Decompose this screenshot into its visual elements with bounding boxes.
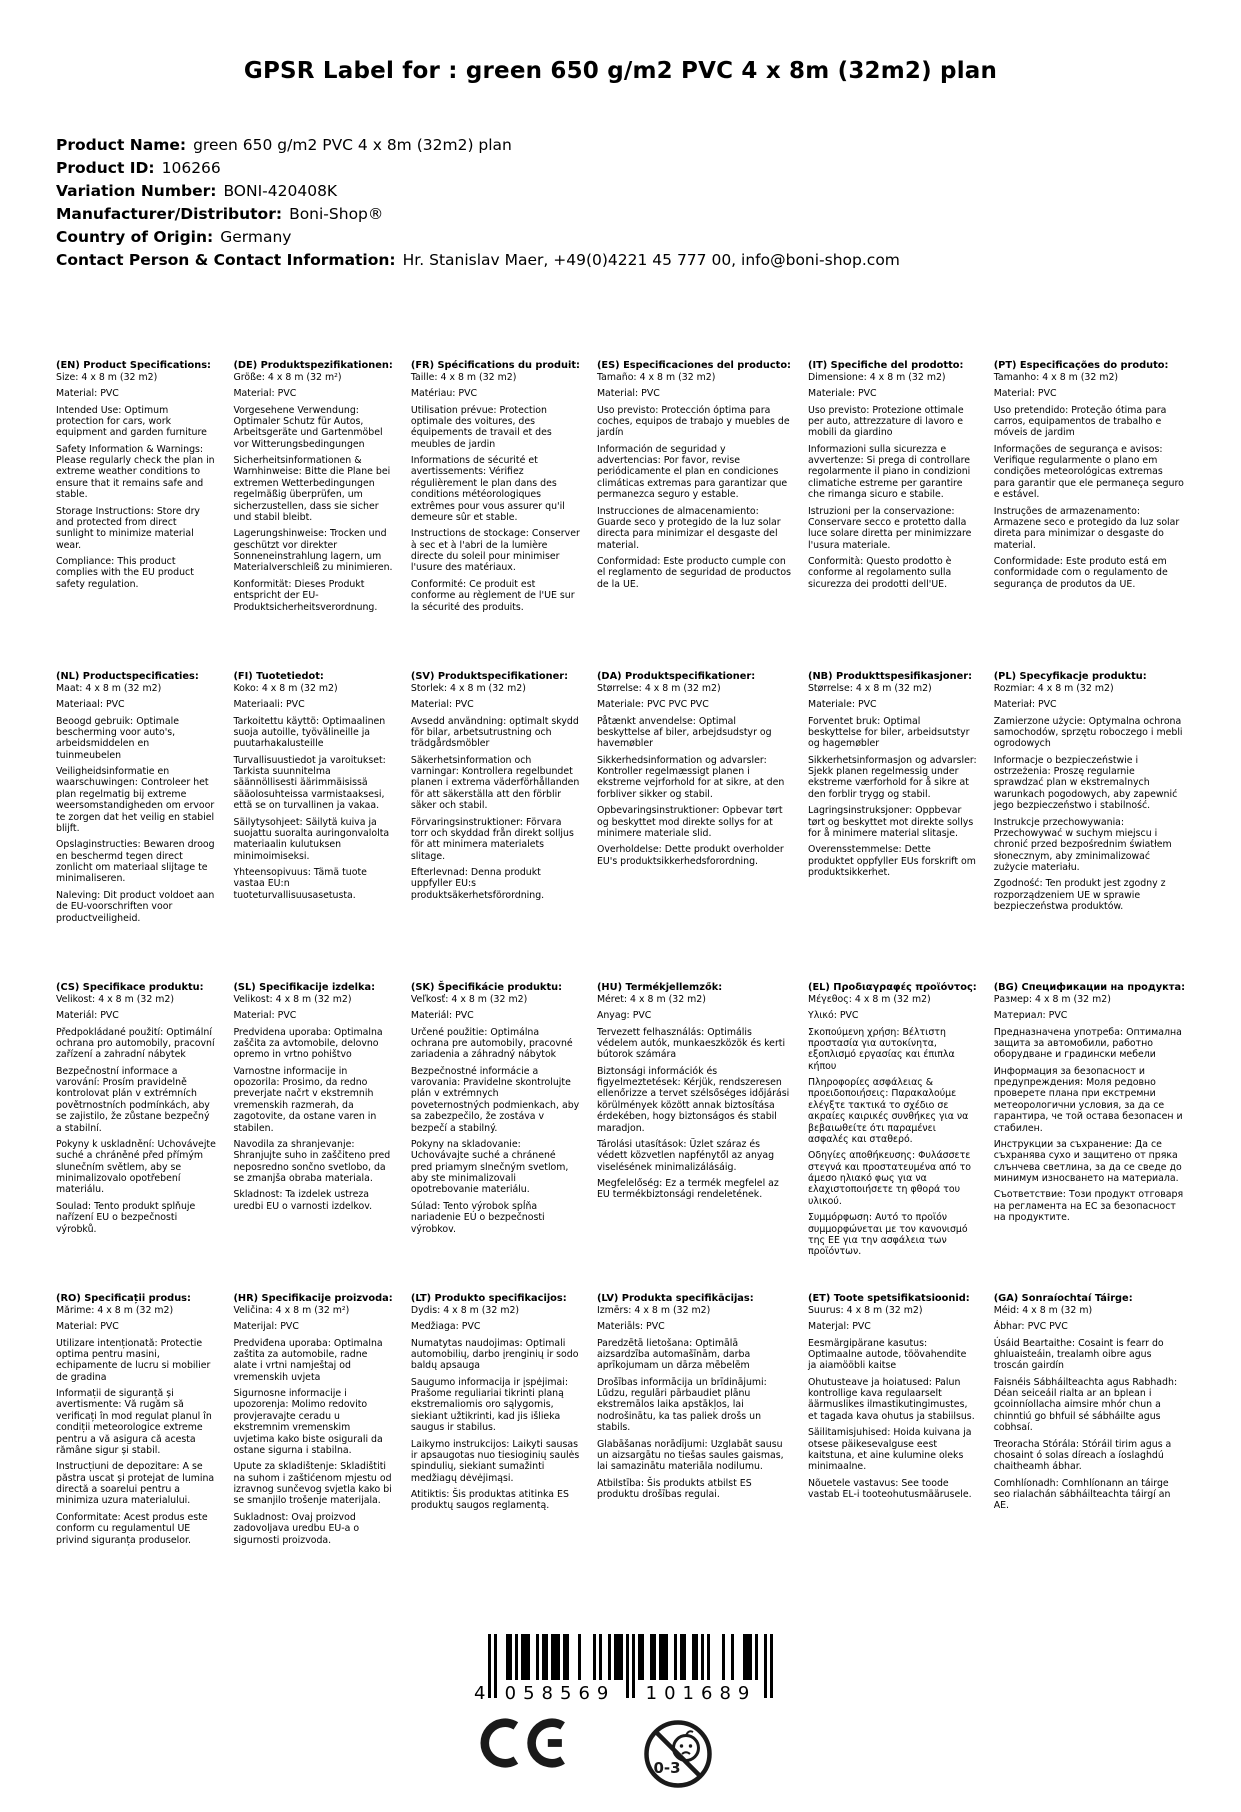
barcode-lead-digit: 4 <box>474 1683 486 1704</box>
language-spec-heading: (LV) Produkta specifikācijas: <box>596 1293 754 1304</box>
language-spec-paragraph: Yhteensopivuus: Tämä tuote vastaa EU:n tuoteturvallisuusasetusta. <box>233 867 367 901</box>
language-spec-heading: (GA) Sonraíochtaí Táirge: <box>993 1293 1133 1304</box>
product-info-label: Product ID: <box>56 158 155 177</box>
baby-face-icon <box>674 1736 699 1761</box>
language-spec-paragraph: Størrelse: 4 x 8 m (32 m2) <box>596 682 721 694</box>
language-spec-paragraph: Størrelse: 4 x 8 m (32 m2) <box>807 682 932 694</box>
language-spec-paragraph: Comhlíonadh: Comhlíonann an táirge seo rialachán sábháilteachta táirgí an AE. <box>993 1477 1171 1512</box>
language-spec-paragraph: Uso pretendido: Proteção ótima para carros, equipamentos de trabalho e móveis de jardim <box>993 404 1167 439</box>
language-spec-paragraph: Informații de siguranță și avertismente: Vă rugăm să verificați în mod regulat planul în condiții meteorologice extreme pentru a vă asigura că acesta rămâne sigur și stabil. <box>56 1388 212 1456</box>
language-spec-paragraph: Faisnéis Sábháilteachta agus Rabhadh: Déan seiceáil rialta ar an bplean i gcoinníollacha aimsire mhór chun a chinntiú go bhfuil sé sábháilte agus cobhsaí. <box>993 1376 1178 1434</box>
language-spec-paragraph: Předpokládané použití: Optimální ochrana pro automobily, pracovní zařízení a zahradní nábytek <box>56 1026 215 1061</box>
product-info-value: Germany <box>220 227 292 246</box>
language-spec-paragraph: Zgodność: Ten produkt jest zgodny z rozporządzeniem UE w sprawie bezpieczeństwa produktów. <box>993 878 1166 913</box>
language-spec-paragraph: Storage Instructions: Store dry and protected from direct sunlight to minimize material wear. <box>56 505 200 551</box>
language-spec-paragraph: Instructions de stockage: Conserver à sec et à l'abri de la lumière directe du soleil pour minimiser l'usure des matériaux. <box>410 528 580 574</box>
language-spec-paragraph: Instrucțiuni de depozitare: A se păstra uscat și protejat de lumina directă a soarelui pentru a minimiza uzura materialului. <box>56 1461 215 1507</box>
compliance-footer <box>0 1634 1241 1790</box>
language-spec-block-nl <box>56 671 216 982</box>
language-spec-paragraph: Dydis: 4 x 8 m (32 m2) <box>410 1304 520 1316</box>
language-spec-paragraph: Velikost: 4 x 8 m (32 m2) <box>56 993 175 1005</box>
product-info-row <box>56 249 1185 272</box>
barcode-row <box>0 1634 1241 1704</box>
language-spec-heading: (HU) Termékjellemzők: <box>596 982 723 993</box>
language-spec-block-da <box>597 671 791 982</box>
language-spec-paragraph: Glabāšanas norādījumi: Uzglabāt sausu un aizsargātu no tiešas saules gaismas, lai samazinātu materiāla nodilumu. <box>596 1438 784 1473</box>
language-spec-block-lv <box>597 1293 791 1604</box>
language-spec-paragraph: Overensstemmelse: Dette produktet oppfyller EUs forskrift om produktsikkerhet. <box>807 844 976 879</box>
language-spec-paragraph: Informazioni sulla sicurezza e avvertenze: Si prega di controllare regolarmente il piano in condizioni climatiche estreme per garantire che rimanga sicuro e stabile. <box>807 443 971 501</box>
product-info-label: Manufacturer/Distributor: <box>56 204 283 223</box>
language-spec-heading: (CS) Specifikace produktu: <box>56 982 204 993</box>
language-spec-heading: (DE) Produktspezifikationen: <box>233 360 393 371</box>
language-spec-paragraph: Atbilstība: Šis produkts atbilst ES produktu drošības regulai. <box>596 1477 752 1501</box>
language-spec-paragraph: Izmērs: 4 x 8 m (32 m2) <box>596 1304 711 1316</box>
language-spec-paragraph: Materiał: PVC <box>993 699 1057 711</box>
language-spec-paragraph: Megfelelőség: Ez a termék megfelel az EU termékbiztonsági rendeletének. <box>596 1178 779 1201</box>
language-spec-paragraph: Méid: 4 x 8 m (32 m) <box>993 1304 1093 1316</box>
product-info-value: 106266 <box>161 158 221 177</box>
language-spec-paragraph: Bezpečnostné informácie a varovania: Pravidelne skontrolujte plán v extrémnych poveternostných podmienkach, aby sa zabezpečilo, že zostáva v bezpečí a stabilný. <box>410 1065 580 1134</box>
language-spec-paragraph: Tervezett felhasználás: Optimális védelem autók, munkaeszközök és kerti bútorok számára <box>596 1026 786 1061</box>
language-spec-paragraph: Navodila za shranjevanje: Shranjujte suho in zaščiteno pred neposredno sončno svetlobo, da se zmanjša obraba materiala. <box>233 1138 391 1185</box>
language-spec-paragraph: Compliance: This product complies with the EU product safety regulation. <box>56 556 194 590</box>
barcode-digits-left: 058569 <box>504 1683 616 1704</box>
language-spec-paragraph: Veiligheidsinformatie en waarschuwingen: Controleer het plan regelmatig bij extreme weersomstandigheden om ervoor te zorgen dat het veilig en stabiel blijft. <box>56 766 215 834</box>
language-spec-paragraph: Istruzioni per la conservazione: Conservare secco e protetto dalla luce solare diretta per minimizzare l'usura materiale. <box>807 505 972 551</box>
language-spec-block-es <box>597 360 791 671</box>
language-spec-paragraph: Informacje o bezpieczeństwie i ostrzeżenia: Proszę regularnie sprawdzać plan w ekstremalnych warunkach pogodowych, aby zapewnić jego bezpieczeństwo i stabilność. <box>993 754 1178 812</box>
language-spec-heading: (RO) Specificații produs: <box>56 1293 191 1304</box>
language-spec-paragraph: Storlek: 4 x 8 m (32 m2) <box>410 682 526 694</box>
product-info-label: Country of Origin: <box>56 227 214 246</box>
language-spec-paragraph: Συμμόρφωση: Αυτό το προϊόν συμμορφώνεται με τον κανονισμό της ΕΕ για την ασφάλεια των προϊόντων. <box>807 1212 968 1258</box>
language-spec-block-it <box>808 360 977 671</box>
product-info-value: Hr. Stanislav Maer, +49(0)4221 45 777 00, info@boni-shop.com <box>402 250 900 269</box>
language-spec-paragraph: Nõuetele vastavus: See toode vastab EL-i tooteohutusmäärusele. <box>807 1477 972 1501</box>
product-info-row <box>56 157 1185 180</box>
language-spec-paragraph: Materiál: PVC <box>410 1010 474 1022</box>
language-spec-paragraph: Material: PVC <box>56 388 119 400</box>
product-info-row <box>56 226 1185 249</box>
language-spec-heading: (HR) Specifikacije proizvoda: <box>233 1293 393 1304</box>
language-spec-paragraph: Utilisation prévue: Protection optimale des voitures, des équipements de travail et des meubles de jardin <box>410 404 552 450</box>
language-spec-paragraph: Conformidad: Este producto cumple con el reglamento de seguridad de productos de la UE. <box>596 556 791 590</box>
language-spec-paragraph: Размер: 4 x 8 m (32 m2) <box>993 993 1111 1005</box>
language-spec-block-hu <box>597 982 791 1293</box>
language-spec-heading: (NL) Productspecificaties: <box>56 671 199 682</box>
language-spec-paragraph: Информация за безопасност и предупреждения: Моля редовно проверете плана при екстремни метеорологични условия, за да се гарантира, че той остава безопасен и стабилен. <box>993 1065 1183 1134</box>
age-warning-text: 0-3 <box>653 1759 681 1777</box>
language-spec-paragraph: Material: PVC <box>410 699 474 711</box>
language-spec-paragraph: Anyag: PVC <box>596 1010 652 1022</box>
product-info-value: Boni-Shop® <box>289 204 384 223</box>
language-spec-heading: (IT) Specifiche del prodotto: <box>807 360 964 371</box>
language-spec-heading: (DA) Produktspecifikationer: <box>596 671 756 682</box>
language-specs-grid <box>56 360 1185 1604</box>
language-spec-paragraph: Tarkoitettu käyttö: Optimaalinen suoja autoille, työvälineille ja puutarhakalusteille <box>233 715 386 750</box>
language-spec-paragraph: Biztonsági információk és figyelmeztetések: Kérjük, rendszeresen ellenőrizze a tervet szélsőséges időjárási körülmények között annak biztosítása érdekében, hogy biztonságos és stabil maradjon. <box>596 1065 790 1134</box>
language-spec-paragraph: Materiale: PVC <box>807 699 877 711</box>
language-spec-block-ga <box>994 1293 1185 1604</box>
product-info <box>56 134 1185 272</box>
language-spec-block-en <box>56 360 216 671</box>
marks-row <box>0 1704 1241 1790</box>
language-spec-paragraph: Conformitate: Acest produs este conform cu regulamentul UE privind siguranța produselor. <box>56 1511 208 1546</box>
language-spec-block-hr <box>233 1293 393 1604</box>
language-spec-paragraph: Utilizare intenționată: Protectie optima pentru masini, echipamente de lucru si mobilier de gradina <box>56 1337 211 1383</box>
language-spec-block-ro <box>56 1293 216 1604</box>
language-spec-paragraph: Sukladnost: Ovaj proizvod zadovoljava uredbu EU-a o sigurnosti proizvoda. <box>233 1511 360 1546</box>
language-spec-paragraph: Conformidade: Este produto está em conformidade com o regulamento de segurança de produtos da UE. <box>993 556 1168 590</box>
language-spec-paragraph: Οδηγίες αποθήκευσης: Φυλάσσετε στεγνά και προστατευμένα από το άμεσο ηλιακό φως για να ελαχιστοποιήσετε τη φθορά του υλικού. <box>807 1150 972 1207</box>
language-spec-block-de <box>233 360 393 671</box>
page-title: GPSR Label for : green 650 g/m2 PVC 4 x 8m (32m2) plan <box>243 58 998 84</box>
language-spec-heading: (FR) Spécifications du produit: <box>410 360 580 371</box>
language-spec-paragraph: Säilitamisjuhised: Hoida kuivana ja otsese päikesevalguse eest kaitstuna, et aine kulumine oleks minimaalne. <box>807 1427 972 1473</box>
language-spec-paragraph: Koko: 4 x 8 m (32 m2) <box>233 682 338 694</box>
language-spec-paragraph: Numatytas naudojimas: Optimali automobilių, darbo įrenginių ir sodo baldų apsauga <box>410 1337 579 1372</box>
language-spec-paragraph: Naleving: Dit product voldoet aan de EU-voorschriften voor productveiligheid. <box>56 889 215 924</box>
language-spec-heading: (EL) Προδιαγραφές προϊόντος: <box>807 982 977 993</box>
language-spec-heading: (NB) Produkttspesifikasjoner: <box>807 671 972 682</box>
barcode-digits-right: 101689 <box>645 1683 757 1704</box>
language-spec-paragraph: Intended Use: Optimum protection for cars, work equipment and garden furniture <box>56 404 207 439</box>
language-spec-block-sk <box>411 982 580 1293</box>
language-spec-block-bg <box>994 982 1185 1293</box>
language-spec-paragraph: Drošības informācija un brīdinājumi: Lūdzu, regulāri pārbaudiet plānu ekstremālos laika apstākļos, lai nodrošinātu, ka tas paliek drošs un stabils. <box>596 1376 767 1434</box>
language-spec-paragraph: Material: PVC <box>596 388 660 400</box>
language-spec-paragraph: Предназначена употреба: Оптимална защита за автомобили, работно оборудване и градински мебели <box>993 1026 1182 1061</box>
language-spec-paragraph: Υλικό: PVC <box>807 1010 859 1022</box>
language-spec-paragraph: Skladnost: Ta izdelek ustreza uredbi EU o varnosti izdelkov. <box>233 1189 373 1212</box>
language-spec-paragraph: Rozmiar: 4 x 8 m (32 m2) <box>993 682 1114 694</box>
language-spec-paragraph: Zamierzone użycie: Optymalna ochrona samochodów, sprzętu roboczego i mebli ogrodowych <box>993 715 1183 750</box>
language-spec-block-sv <box>411 671 580 982</box>
language-spec-paragraph: Sigurnosne informacije i upozorenja: Molimo redovito provjeravajte ceradu u ekstremnim vremenskim uvjetima kako biste osigurali da ostane sigurna i stabilna. <box>233 1388 383 1456</box>
language-spec-paragraph: Pokyny k uskladnění: Uchovávejte suché a chráněné před přímým slunečním světlem, aby se minimalizovalo opotřebení materiálu. <box>56 1138 216 1196</box>
language-spec-heading: (ET) Toote spetsifikatsioonid: <box>807 1293 970 1304</box>
product-info-value: green 650 g/m2 PVC 4 x 8m (32m2) plan <box>193 136 512 154</box>
language-spec-paragraph: Matériau: PVC <box>410 388 478 400</box>
language-spec-paragraph: Forventet bruk: Optimal beskyttelse for biler, arbeidsutstyr og hagemøbler <box>807 715 970 750</box>
language-spec-paragraph: Veličina: 4 x 8 m (32 m²) <box>233 1304 350 1316</box>
language-spec-paragraph: Tamaño: 4 x 8 m (32 m2) <box>596 371 716 383</box>
language-spec-paragraph: Materjal: PVC <box>807 1321 871 1333</box>
language-spec-paragraph: Maat: 4 x 8 m (32 m2) <box>56 682 162 694</box>
language-spec-block-fr <box>411 360 580 671</box>
language-spec-paragraph: Treoracha Stórála: Stóráil tirim agus a chosaint ó solas díreach a íoslaghdú chaitheamh ábhar. <box>993 1438 1172 1473</box>
language-spec-paragraph: Laikymo instrukcijos: Laikyti sausas ir apsaugotas nuo tiesioginių saulės spindulių, siekiant sumažinti medžiagų dėvėjimąsi. <box>410 1438 580 1484</box>
language-spec-paragraph: Velikost: 4 x 8 m (32 m2) <box>233 993 352 1005</box>
language-spec-paragraph: Σκοπούμενη χρήση: Βέλτιστη προστασία για αυτοκίνητα, εξοπλισμό εργασίας και έπιπλα κήπου <box>807 1026 955 1072</box>
language-spec-paragraph: Suurus: 4 x 8 m (32 m2) <box>807 1304 923 1316</box>
language-spec-block-fi <box>233 671 393 982</box>
product-info-value: BONI-420408K <box>223 181 338 200</box>
language-spec-paragraph: Vorgesehene Verwendung: Optimaler Schutz für Autos, Arbeitsgeräte und Gartenmöbel vor Witterungsbedingungen <box>233 404 383 450</box>
language-spec-paragraph: Dimensione: 4 x 8 m (32 m2) <box>807 371 946 383</box>
language-spec-paragraph: Μέγεθος: 4 x 8 m (32 m2) <box>807 993 931 1005</box>
product-info-row <box>56 203 1185 226</box>
language-spec-block-nb <box>808 671 977 982</box>
language-spec-paragraph: Overholdelse: Dette produkt overholder EU's produktsikkerhedsforordning. <box>596 844 784 867</box>
language-spec-block-pl <box>994 671 1185 982</box>
language-spec-paragraph: Material: PVC <box>993 388 1057 400</box>
language-spec-heading: (EN) Product Specifications: <box>56 360 211 371</box>
language-spec-paragraph: Upute za skladištenje: Skladištiti na suhom i zaštićenom mjestu od izravnog sunčevog svjetla kako bi se smanjilo trošenje materijala. <box>233 1461 392 1507</box>
language-spec-paragraph: Instrukcje przechowywania: Przechowywać w suchym miejscu i chronić przed bezpośrednim światłem słonecznym, aby zminimalizować zużycie materiału. <box>993 816 1172 874</box>
language-spec-paragraph: Material: PVC <box>56 1321 119 1333</box>
language-spec-heading: (BG) Спецификации на продукта: <box>993 982 1185 993</box>
language-spec-paragraph: Ábhar: PVC PVC <box>993 1321 1068 1333</box>
language-spec-heading: (LT) Produkto specifikacijos: <box>410 1293 567 1304</box>
language-spec-paragraph: Materiāls: PVC <box>596 1321 665 1333</box>
language-spec-heading: (ES) Especificaciones del producto: <box>596 360 791 371</box>
language-spec-paragraph: Súlad: Tento výrobok spĺňa nariadenie EÚ o bezpečnosti výrobkov. <box>410 1200 545 1235</box>
language-spec-paragraph: Información de seguridad y advertencias: Por favor, revise periódicamente el plan en condiciones climáticas extremas para garantizar que permanezca seguro y estable. <box>596 443 788 501</box>
language-spec-paragraph: Určené použitie: Optimálna ochrana pre automobily, pracovné zariadenia a záhradný nábytok <box>410 1026 573 1061</box>
language-spec-paragraph: Tamanho: 4 x 8 m (32 m2) <box>993 371 1119 383</box>
language-spec-paragraph: Saugumo informacija ir įspėjimai: Prašome reguliariai tikrinti planą ekstremaliomis oro sąlygomis, siekiant užtikrinti, kad jis išlieka saugus ir stabilus. <box>410 1376 568 1434</box>
product-info-label: Product Name: <box>56 136 187 154</box>
language-spec-paragraph: Съответствие: Този продукт отговаря на регламента на ЕС за безопасност на продуктите. <box>993 1189 1184 1224</box>
language-spec-paragraph: Turvallisuustiedot ja varoitukset: Tarkista suunnitelma säännöllisesti äärimmäisissä sääolosuhteissa varmistaaksesi, että se on turvallinen ja vakaa. <box>233 754 386 812</box>
language-spec-paragraph: Säkerhetsinformation och varningar: Kontrollera regelbundet planen i extrema väderförhållanden för att säkerställa att den förblir säker och stabil. <box>410 754 580 812</box>
product-info-label: Contact Person & Contact Information: <box>56 250 396 269</box>
language-spec-paragraph: Medžiaga: PVC <box>410 1321 481 1333</box>
language-spec-paragraph: Uso previsto: Protección óptima para coches, equipos de trabajo y muebles de jardín <box>596 404 790 439</box>
language-spec-paragraph: Förvaringsinstruktioner: Förvara torr och skyddad från direkt solljus för att minimera materialets slitage. <box>410 816 574 862</box>
language-spec-paragraph: Informações de segurança e avisos: Verifique regularmente o plano em condições meteorológicas extremas para garantir que ele permaneça seguro e estável. <box>993 443 1184 501</box>
language-spec-paragraph: Pokyny na skladovanie: Uchovávajte suché a chránené pred priamym slnečným svetlom, aby ste minimalizovali opotrebovanie materiálu. <box>410 1138 569 1196</box>
language-spec-paragraph: Материал: PVC <box>993 1010 1068 1022</box>
product-info-row <box>56 180 1185 203</box>
language-spec-paragraph: Tárolási utasítások: Üzlet száraz és védett közvetlen napfénytől az anyag viselésének minimalizálásáig. <box>596 1138 775 1173</box>
language-spec-paragraph: Lagringsinstruksjoner: Oppbevar tørt og beskyttet mot direkte sollys for å minimere material slitasje. <box>807 805 974 839</box>
language-spec-block-pt <box>994 360 1185 671</box>
language-spec-heading: (SV) Produktspecifikationer: <box>410 671 568 682</box>
gpsr-label-page <box>0 58 1241 1777</box>
language-spec-paragraph: Taille: 4 x 8 m (32 m2) <box>410 371 517 383</box>
language-spec-heading: (SL) Specifikacije izdelka: <box>233 982 376 993</box>
language-spec-paragraph: Mărime: 4 x 8 m (32 m2) <box>56 1304 174 1316</box>
language-spec-paragraph: Instrucciones de almacenamiento: Guarde seco y protegido de la luz solar directa para minimizar el desgaste del material. <box>596 505 781 551</box>
language-spec-paragraph: Materiaal: PVC <box>56 699 125 711</box>
language-spec-paragraph: Efterlevnad: Denna produkt uppfyller EU:s produktsäkerhetsförordning. <box>410 867 545 901</box>
language-spec-paragraph: Materijal: PVC <box>233 1321 299 1333</box>
language-spec-paragraph: Materiale: PVC <box>807 388 877 400</box>
language-spec-heading: (SK) Špecifikácie produktu: <box>410 982 563 993</box>
language-spec-paragraph: Materiál: PVC <box>56 1010 119 1022</box>
language-spec-heading: (FI) Tuotetiedot: <box>233 671 324 682</box>
language-spec-block-sl <box>233 982 393 1293</box>
language-spec-paragraph: Opbevaringsinstruktioner: Opbevar tørt og beskyttet mod direkte sollys for at minimere materiale slid. <box>596 805 783 839</box>
language-spec-heading: (PL) Specyfikacje produktu: <box>993 671 1147 682</box>
language-spec-paragraph: Sikkerhedsinformation og advarsler: Kontroller regelmæssigt planen i ekstreme vejrforhold for at sikre, at den forbliver sikker og stabil. <box>596 754 785 800</box>
ce-mark-icon <box>480 1718 572 1768</box>
language-spec-paragraph: Säilytysohjeet: Säilytä kuiva ja suojattu suoralta auringonvalolta materiaalin kulutuksen minimoimiseksi. <box>233 816 390 862</box>
language-spec-paragraph: Πληροφορίες ασφάλειας & προειδοποιήσεις: Παρακαλούμε ελέγξτε τακτικά το σχέδιο σε ακραίες καιρικές συνθήκες για να βεβαιωθείτε ότι παραμένει ασφαλές και σταθερό. <box>807 1077 969 1145</box>
language-spec-paragraph: Conformité: Ce produit est conforme au règlement de l'UE sur la sécurité des produits. <box>410 578 575 613</box>
language-spec-paragraph: Instruções de armazenamento: Armazene seco e protegido da luz solar direta para minimizar o desgaste do material. <box>993 505 1180 551</box>
language-spec-paragraph: Avsedd användning: optimalt skydd för bilar, arbetsutrustning och trädgårdsmöbler <box>410 715 579 750</box>
language-spec-block-cs <box>56 982 216 1293</box>
language-spec-paragraph: Soulad: Tento produkt splňuje nařízení EU o bezpečnosti výrobků. <box>56 1200 196 1235</box>
product-info-row <box>56 134 1185 157</box>
language-spec-paragraph: Méret: 4 x 8 m (32 m2) <box>596 993 706 1005</box>
language-spec-paragraph: Opslaginstructies: Bewaren droog en beschermd tegen direct zonlicht om materiaal slijtage te minimaliseren. <box>56 839 215 885</box>
product-info-label: Variation Number: <box>56 181 217 200</box>
language-spec-paragraph: Atitiktis: Šis produktas atitinka ES produktų saugos reglamentą. <box>410 1489 569 1512</box>
language-spec-paragraph: Paredzētā lietošana: Optimālā aizsardzība automašīnām, darba aprīkojumam un dārza mēbelēm <box>596 1337 751 1372</box>
language-spec-paragraph: Úsáid Beartaithe: Cosaint is fearr do ghluaisteáin, trealamh oibre agus troscán gairdín <box>993 1337 1164 1372</box>
language-spec-paragraph: Sikkerhetsinformasjon og advarsler: Sjekk planen regelmessig under ekstreme værforhold for å sikre at den forblir trygg og stabil. <box>807 754 977 800</box>
language-spec-paragraph: Conformità: Questo prodotto è conforme al regolamento sulla sicurezza dei prodotti dell'UE. <box>807 556 952 590</box>
language-spec-paragraph: Size: 4 x 8 m (32 m2) <box>56 371 158 383</box>
language-spec-paragraph: Bezpečnostní informace a varování: Prosím pravidelně kontrolovat plán v extrémních povětrnostních podmínkách, aby se zajistilo, že zůstane bezpečný a stabilní. <box>56 1065 210 1134</box>
language-spec-paragraph: Material: PVC <box>233 388 297 400</box>
ean-barcode <box>468 1634 773 1704</box>
language-spec-paragraph: Lagerungshinweise: Trocken und geschützt vor direkter Sonneneinstrahlung lagern, um Materialverschleiß zu minimieren. <box>233 528 393 574</box>
language-spec-block-el <box>808 982 977 1293</box>
language-spec-paragraph: Größe: 4 x 8 m (32 m²) <box>233 371 342 383</box>
language-spec-paragraph: Konformität: Dieses Produkt entspricht der EU-Produktsicherheitsverordnung. <box>233 578 378 613</box>
language-spec-paragraph: Veľkosť: 4 x 8 m (32 m2) <box>410 993 528 1005</box>
language-spec-paragraph: Material: PVC <box>233 1010 297 1022</box>
language-spec-paragraph: Predvidena uporaba: Optimalna zaščita za avtomobile, delovno opremo in vrtno pohištvo <box>233 1026 383 1061</box>
language-spec-paragraph: Materiale: PVC PVC PVC <box>596 699 709 711</box>
language-spec-block-et <box>808 1293 977 1604</box>
language-spec-paragraph: Informations de sécurité et avertissements: Vérifiez régulièrement le plan dans des conditions météorologiques extrêmes pour vous assurer qu'il demeure sûr et stable. <box>410 455 565 523</box>
language-spec-paragraph: Påtænkt anvendelse: Optimal beskyttelse af biler, arbejdsudstyr og havemøbler <box>596 715 772 750</box>
barcode-bars <box>468 1634 773 1704</box>
language-spec-paragraph: Sicherheitsinformationen & Warnhinweise: Bitte die Plane bei extremen Wetterbedingungen regelmäßig überprüfen, um sicherzustellen, dass sie sicher und stabil bleibt. <box>233 455 391 523</box>
language-spec-block-lt <box>411 1293 580 1604</box>
language-spec-paragraph: Safety Information & Warnings: Please regularly check the plan in extreme weather conditions to ensure that it remains safe and stable. <box>56 443 215 501</box>
marks-inner <box>468 1718 773 1790</box>
language-spec-paragraph: Materiaali: PVC <box>233 699 305 711</box>
language-spec-paragraph: Predviđena uporaba: Optimalna zaštita za automobile, radne alate i vrtni namještaj od vremenskih uvjeta <box>233 1337 383 1383</box>
language-spec-paragraph: Uso previsto: Protezione ottimale per auto, attrezzature di lavoro e mobili da giardino <box>807 404 964 439</box>
language-spec-paragraph: Инструкции за съхранение: Да се съхранява сухо и защитено от пряка слънчева светлина, за да се сведе до минимум износването на материала. <box>993 1138 1182 1185</box>
language-spec-paragraph: Ohutusteave ja hoiatused: Palun kontrollige kava regulaarselt äärmuslikes ilmastikutingimustes, et tagada kava ohutus ja stabiilsus. <box>807 1376 975 1422</box>
language-spec-paragraph: Beoogd gebruik: Optimale bescherming voor auto's, arbeidsmiddelen en tuinmeubelen <box>56 715 180 761</box>
language-spec-paragraph: Varnostne informacije in opozorila: Prosimo, da redno preverjate načrt v ekstremnih vremenskih razmerah, da zagotovite, da ostane varen in stabilen. <box>233 1065 377 1134</box>
language-spec-heading: (PT) Especificações do produto: <box>993 360 1169 371</box>
language-spec-paragraph: Eesmärgipärane kasutus: Optimaalne autode, töövahendite ja aiamööbli kaitse <box>807 1337 967 1372</box>
age-warning-0-3-icon <box>642 1718 714 1790</box>
